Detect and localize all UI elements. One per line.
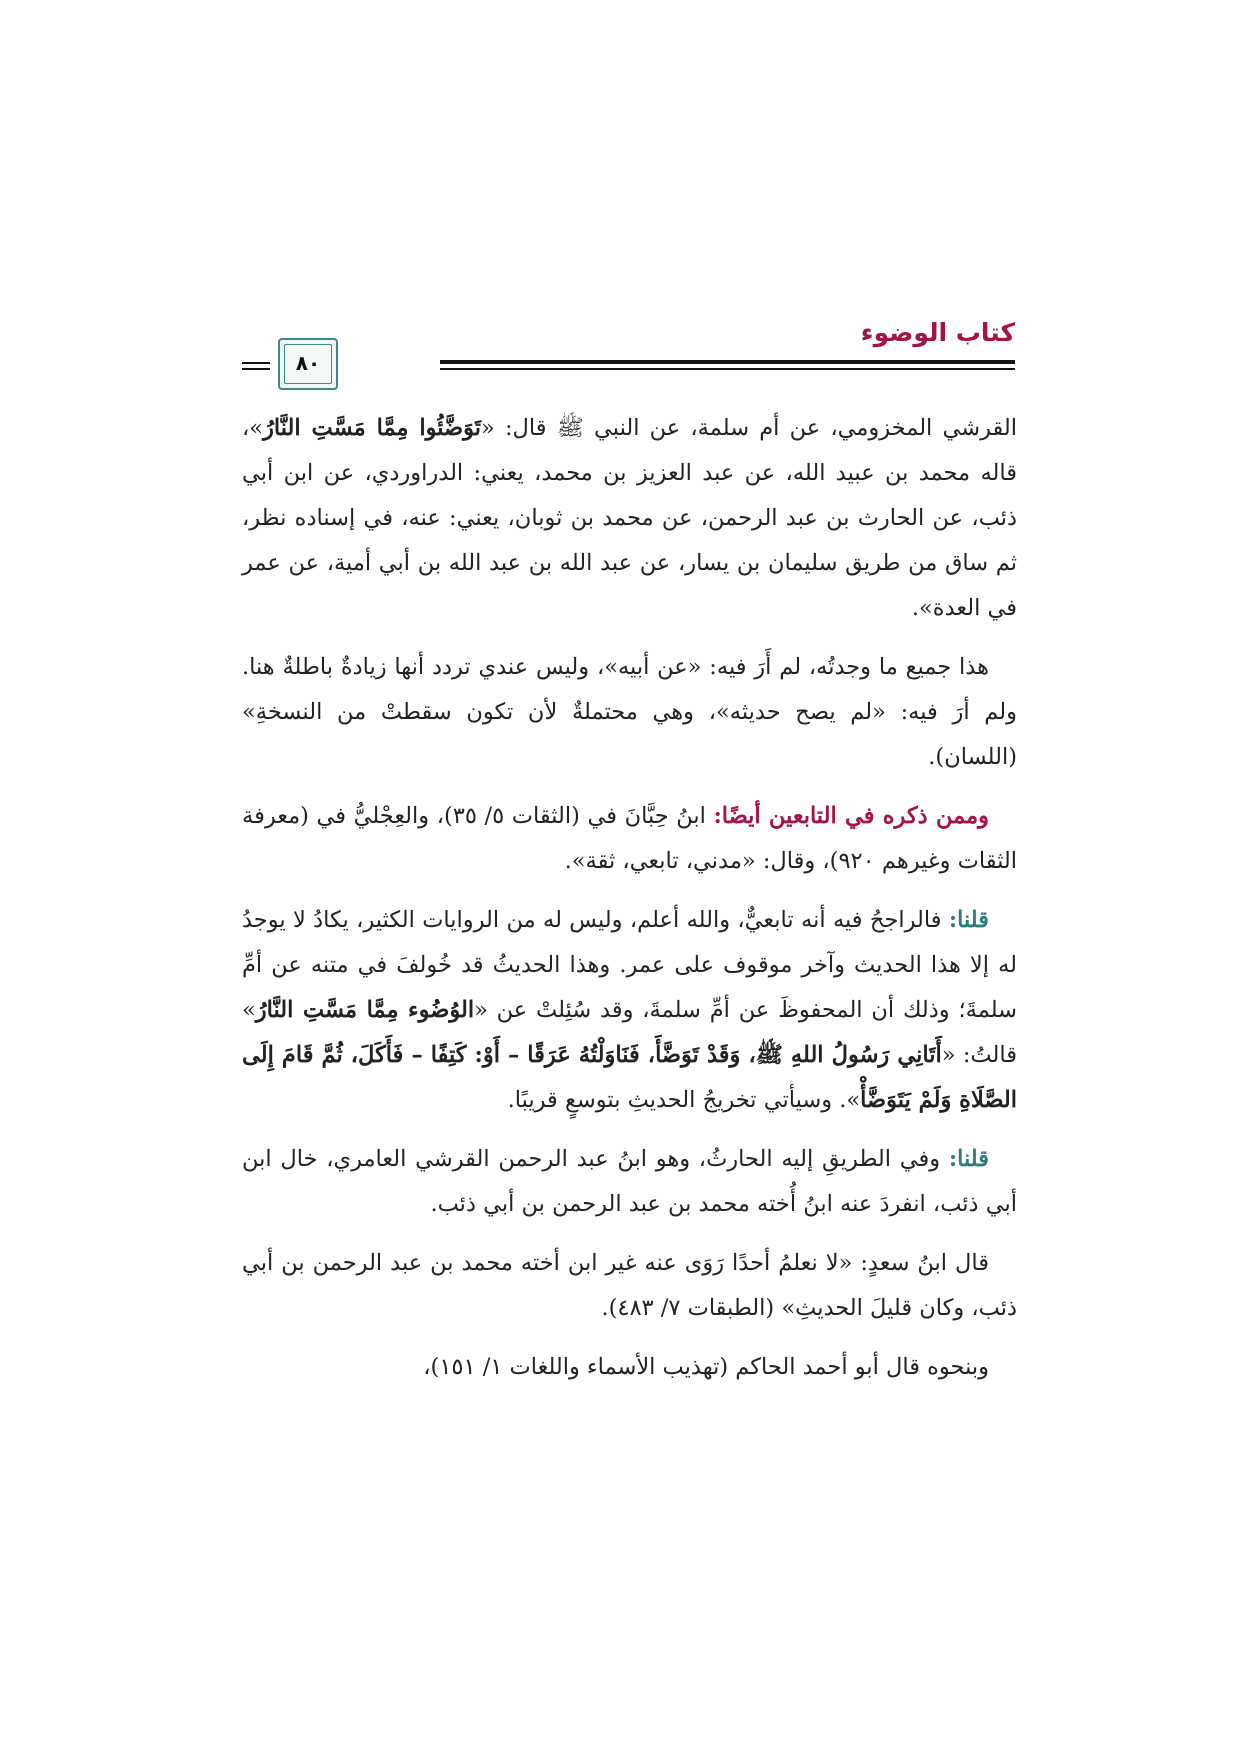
- text-span: ابنُ حِبَّانَ في (الثقات ٥/ ٣٥)، والعِجْليُّ في (معرفة الثقات وغيرهم ٩٢٠)، وقال: «مدني، تابعي، ثقة».: [242, 803, 1017, 874]
- text-span: » قالتُ: «: [242, 997, 1017, 1068]
- header-rule-left-thin: [242, 368, 270, 370]
- paragraph-7: وبنحوه قال أبو أحمد الحاكم (تهذيب الأسماء واللغات ١/ ١٥١)،: [423, 1354, 989, 1380]
- text-span: وفي الطريقِ إليه الحارثُ، وهو ابنُ عبد الرحمن القرشي العامري، خال ابن أبي ذئب، انفردَ عنه ابنُ أُخته محمد بن عبد الرحمن بن أبي ذئب.: [242, 1146, 1017, 1217]
- page-number: ٨٠: [295, 351, 321, 375]
- paragraph-4: [242, 898, 1017, 1123]
- book-title: كتاب الوضوء: [860, 318, 1015, 347]
- paragraph-5: [242, 1137, 1017, 1227]
- text-span: فالراجحُ فيه أنه تابعيٌّ، والله أعلم، وليس له من الروايات الكثير، يكادُ لا يوجدُ له إلا هذا الحديث وآخر موقوف على عمر. وهذا الحديثُ قد خُولفَ في متنه عن أمِّ سلمةَ؛ وذلك أن المحفوظَ عن أمِّ سلمةَ، وقد سُئِلتْ عن «: [242, 907, 1018, 1023]
- page-header: [242, 318, 1015, 394]
- paragraph-3: [242, 794, 1017, 884]
- section-label: وممن ذكره في التابعين أيضًا:: [713, 803, 989, 829]
- header-rule-thin: [440, 368, 1015, 370]
- hadith-quote: أَتَانِي رَسُولُ اللهِ ﷺ، وَقَدْ تَوَضَّأَ، فَنَاوَلْتُهُ عَرَقًا – أَوْ: كَتِفًا – فَأَكَلَ، ثُمَّ قَامَ إِلَى الصَّلَاةِ وَلَمْ يَتَوَضَّأْ: [242, 1042, 1017, 1113]
- qulna-label: قلنا:: [948, 1146, 989, 1172]
- paragraph-6: قال ابنُ سعدٍ: «لا نعلمُ أحدًا رَوَى عنه غير ابن أخته محمد بن عبد الرحمن بن أبي ذئب، وكان قليلَ الحديثِ» (الطبقات ٧/ ٤٨٣).: [242, 1250, 1017, 1321]
- paragraph-2: هذا جميع ما وجدتُه، لم أَرَ فيه: «عن أبيه»، وليس عندي تردد أنها زيادةٌ باطلةٌ هنا. ولم أرَ فيه: «لم يصح حديثه»، وهي محتملةٌ لأن تكون سقطتْ من النسخةِ» (اللسان).: [242, 654, 1017, 770]
- qulna-label: قلنا:: [948, 907, 989, 933]
- text-span: »، قاله محمد بن عبيد الله، عن عبد العزيز بن محمد، يعني: الدراوردي، عن ابن أبي ذئب، عن الحارث بن عبد الرحمن، عن محمد بن ثوبان، يعني: عنه، في إسناده نظر، ثم ساق من طريق سليمان بن يسار، عن عبد الله بن عبد الله بن أبي أمية، عن عمر في العدة».: [242, 415, 1017, 621]
- header-rule-left: [242, 362, 270, 364]
- header-rule: [440, 360, 1015, 364]
- paragraph-1: [242, 406, 1017, 631]
- hadith-quote: تَوَضَّئُوا مِمَّا مَسَّتِ النَّارُ: [263, 415, 482, 441]
- page-body: [242, 406, 1017, 1404]
- hadith-quote: الوُضُوء مِمَّا مَسَّتِ النَّارُ: [255, 997, 475, 1023]
- text-span: ». وسيأتي تخريجُ الحديثِ بتوسعٍ قريبًا.: [507, 1087, 861, 1113]
- page-number-badge: [278, 338, 338, 390]
- text-span: القرشي المخزومي، عن أم سلمة، عن النبي ﷺ قال: «: [481, 415, 1017, 441]
